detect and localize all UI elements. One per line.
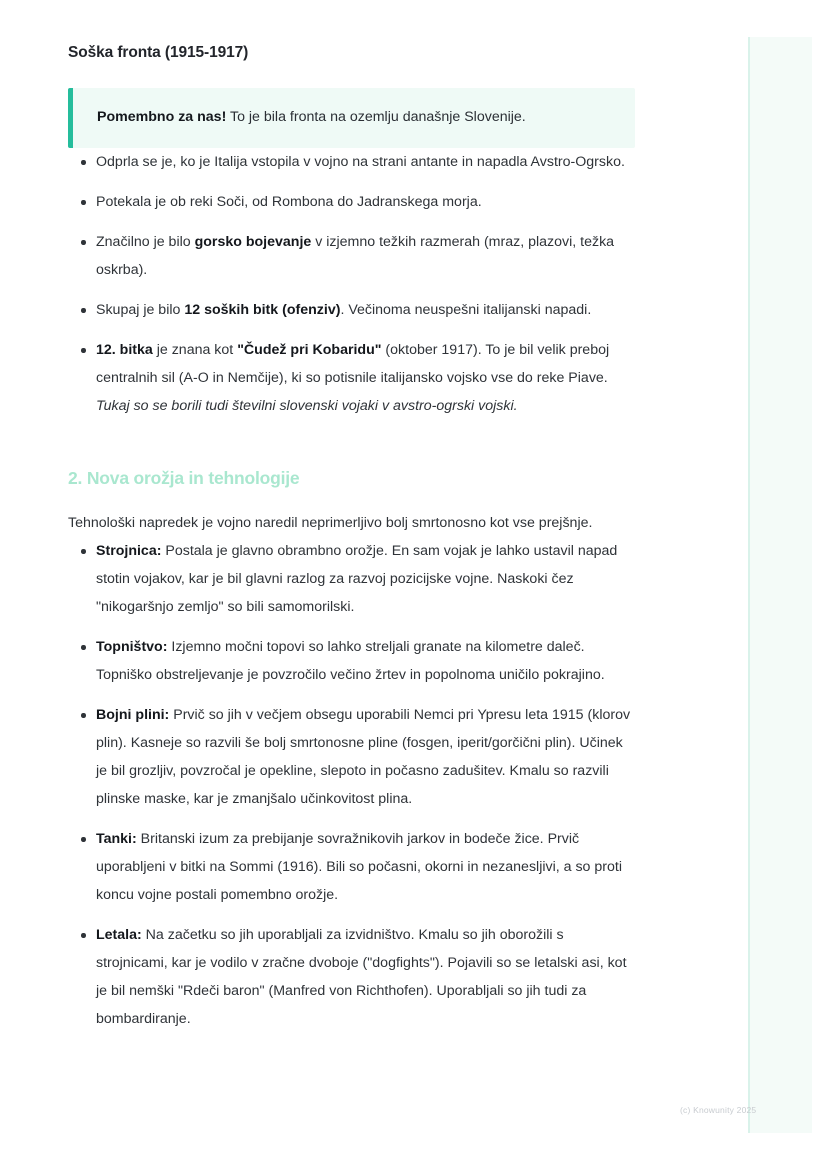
- section-intro-paragraph: Tehnološki napredek je vojno naredil neprimerljivo bolj smrtonosno kot vse prejšnje.: [68, 515, 593, 532]
- list-item-emphasis: Tanki:: [96, 831, 137, 848]
- section-heading: 2. Nova orožja in tehnologije: [68, 468, 300, 489]
- list-item-text: Odprla se je, ko je Italija vstopila v vojno na strani antante in napadla Avstro-Ogrsko.: [96, 154, 625, 171]
- list-item-emphasis: Bojni plini:: [96, 707, 170, 724]
- list-item: [68, 148, 635, 176]
- list-item-text: Skupaj je bilo: [96, 302, 185, 319]
- list-item: [68, 825, 635, 909]
- list-item-text: Potekala je ob reki Soči, od Rombona do Jadranskega morja.: [96, 194, 482, 211]
- list-item-emphasis: "Čudež pri Kobaridu": [237, 342, 382, 359]
- technology-bullet-list: [68, 537, 635, 1033]
- list-item-text: (oktober 1917). To je bil velik preboj centralnih sil (A-O in Nemčije), ki so potisnile italijansko vojsko vse do reke Piave.: [96, 342, 610, 387]
- list-item-text: Značilno je bilo: [96, 234, 195, 251]
- list-item: [68, 633, 635, 689]
- callout-important: [68, 88, 635, 148]
- list-item-text: Britanski izum za prebijanje sovražnikovih jarkov in bodeče žice. Prvič uporabljeni v bitki na Sommi (1916). Bili so počasni, okorni in nezanesljivi, a so proti koncu vojne postali pomembno orožje.: [96, 831, 622, 904]
- list-item-emphasis: gorsko bojevanje: [194, 234, 312, 251]
- list-item-text: v izjemno težkih razmerah (mraz, plazovi, težka oskrba).: [96, 234, 615, 279]
- page-title: Soška fronta (1915-1917): [68, 44, 249, 61]
- list-item-emphasis: Letala:: [96, 927, 142, 944]
- callout-text: [97, 107, 613, 128]
- callout-lead: Pomembno za nas!: [97, 109, 227, 125]
- list-item: [68, 336, 635, 420]
- document-content: [68, 0, 635, 1045]
- list-item: [68, 296, 635, 324]
- footer-watermark: (c) Knowunity 2025: [680, 1105, 757, 1115]
- list-item: [68, 921, 635, 1033]
- list-item-text: Postala je glavno obrambno orožje. En sam vojak je lahko ustavil napad stotin vojakov, kar je bil glavni razlog za razvoj pozicijske vojne. Naskoki čez "nikogaršnjo zemljo" so bili samomorilski.: [96, 543, 618, 616]
- list-item-emphasis: 12 soških bitk (ofenziv): [184, 302, 341, 319]
- page-edge-strip: [748, 37, 812, 1133]
- list-item-emphasis: Strojnica:: [96, 543, 162, 560]
- list-item-emphasis: 12. bitka: [96, 342, 153, 359]
- list-item-text: . Večinoma neuspešni italijanski napadi.: [340, 302, 592, 319]
- callout-body: To je bila fronta na ozemlju današnje Slovenije.: [226, 109, 526, 125]
- list-item: [68, 701, 635, 813]
- list-item-text: Izjemno močni topovi so lahko streljali granate na kilometre daleč. Topniško obstreljevanje je povzročilo večino žrtev in popolnoma uničilo pokrajino.: [96, 639, 605, 684]
- list-item-text: Na začetku so jih uporabljali za izvidništvo. Kmalu so jih oborožili s strojnicami, kar je vodilo v zračne dvoboje ("dogfights"). Pojavili so se letalski asi, kot je bil nemški "Rdeči baron" (Manfred von Richthofen). Uporabljali so jih tudi za bombardiranje.: [96, 927, 627, 1028]
- list-item: [68, 188, 635, 216]
- list-item-italic: Tukaj so se borili tudi številni slovenski vojaki v avstro-ogrski vojski.: [96, 398, 518, 415]
- list-item: [68, 537, 635, 621]
- list-item-text: Prvič so jih v večjem obsegu uporabili Nemci pri Ypresu leta 1915 (klorov plin). Kasneje so razvili še bolj smrtonosne pline (fosgen, iperit/gorčični plin). Učinek je bil grozljiv, povzročal je opekline, slepoto in počasno zadušitev. Kmalu so razvili plinske maske, kar je zmanjšalo učinkovitost plina.: [96, 707, 631, 808]
- list-item-text: je znana kot: [152, 342, 238, 359]
- list-item-emphasis: Topništvo:: [96, 639, 168, 656]
- list-item: [68, 228, 635, 284]
- front-bullet-list: [68, 148, 635, 420]
